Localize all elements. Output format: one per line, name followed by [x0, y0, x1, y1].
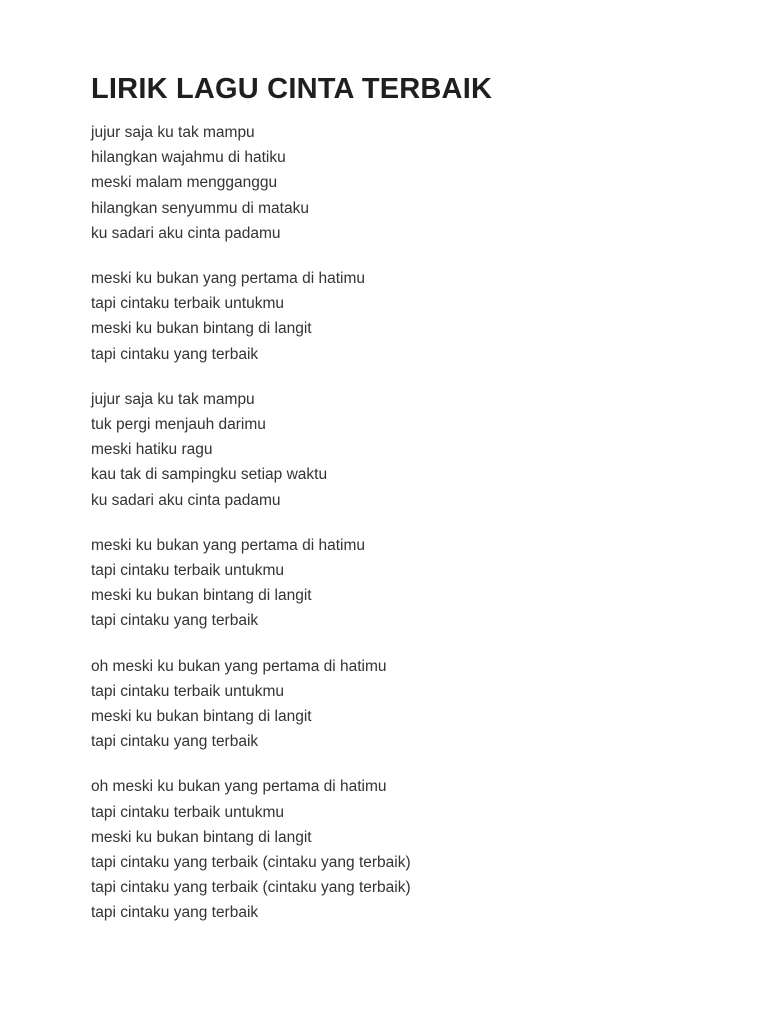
lyric-line: meski ku bukan bintang di langit — [91, 587, 312, 605]
document-page — [91, 70, 731, 946]
lyric-line: tapi cintaku terbaik untukmu — [91, 562, 284, 580]
lyric-line: tapi cintaku yang terbaik — [91, 345, 259, 363]
lyric-line: kau tak di sampingku setiap waktu — [91, 466, 328, 484]
lyric-line: tuk pergi menjauh darimu — [91, 416, 266, 434]
lyric-line: tapi cintaku terbaik untukmu — [91, 682, 284, 700]
lyric-line: tapi cintaku yang terbaik (cintaku yang terbaik) — [91, 854, 411, 872]
lyric-line: meski hatiku ragu — [91, 441, 213, 459]
lyric-line: tapi cintaku terbaik untukmu — [91, 295, 284, 313]
lyric-line: jujur saja ku tak mampu — [91, 390, 255, 408]
lyric-line: meski ku bukan bintang di langit — [91, 708, 312, 726]
lyric-line: hilangkan senyummu di mataku — [91, 199, 309, 217]
lyric-line: meski ku bukan bintang di langit — [91, 828, 312, 846]
lyric-line: ku sadari aku cinta padamu — [91, 224, 281, 242]
lyric-line: tapi cintaku yang terbaik — [91, 612, 259, 630]
stanza-4 — [91, 533, 731, 634]
stanza-3 — [91, 387, 731, 513]
lyric-line: tapi cintaku yang terbaik — [91, 904, 259, 922]
lyric-line: hilangkan wajahmu di hatiku — [91, 149, 286, 167]
stanza-2 — [91, 266, 731, 367]
lyric-line: ku sadari aku cinta padamu — [91, 491, 281, 509]
lyric-line: jujur saja ku tak mampu — [91, 124, 255, 141]
stanza-5 — [91, 654, 731, 755]
stanza-1 — [91, 120, 731, 246]
lyric-line: oh meski ku bukan yang pertama di hatimu — [91, 778, 387, 796]
lyric-line: meski ku bukan yang pertama di hatimu — [91, 270, 365, 288]
lyric-line: meski ku bukan yang pertama di hatimu — [91, 536, 365, 554]
lyric-line: meski ku bukan bintang di langit — [91, 320, 312, 338]
lyric-line: tapi cintaku yang terbaik (cintaku yang terbaik) — [91, 879, 411, 897]
lyric-line: tapi cintaku yang terbaik — [91, 733, 259, 751]
page-title: LIRIK LAGU CINTA TERBAIK — [91, 73, 493, 105]
lyric-line: oh meski ku bukan yang pertama di hatimu — [91, 657, 387, 675]
stanza-6 — [91, 774, 731, 925]
lyric-line: meski malam mengganggu — [91, 174, 278, 192]
lyric-line: tapi cintaku terbaik untukmu — [91, 803, 284, 821]
